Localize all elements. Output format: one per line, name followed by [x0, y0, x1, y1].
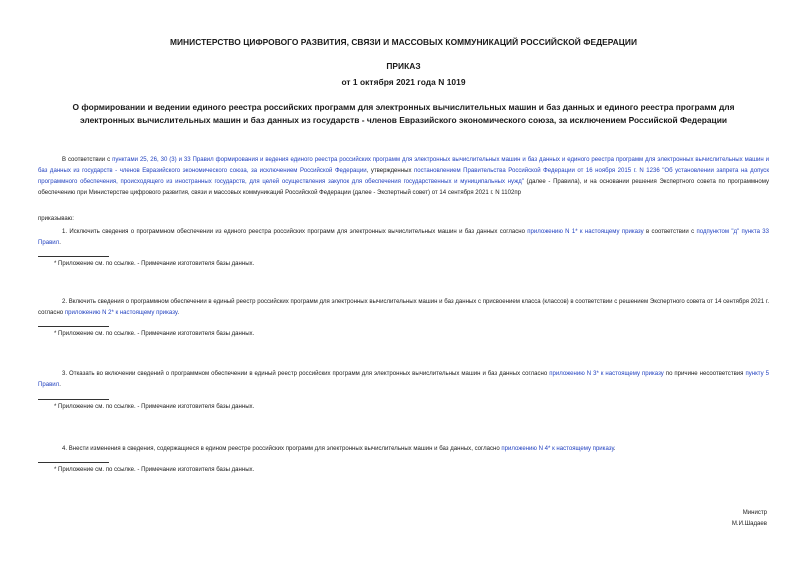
order-word: приказываю: [38, 216, 74, 222]
order-item-3 [38, 369, 769, 391]
government-decree-link[interactable]: постановлением Правительства Российской Федерации от 16 ноября 2015 г. N 1236 "Об установлении запрета на допуск программного обеспечения, происходящего из иностранных государств, для целей осуществления закупок для обеспечения государственных и муниципальных нужд" [38, 168, 769, 185]
footnote-1: * Приложение см. по ссылке. - Примечание изготовителя базы данных. [54, 261, 255, 267]
rules-5-link[interactable]: пункту 5 Правил [38, 371, 769, 388]
order-item-1 [38, 227, 769, 249]
order-item-4 [38, 444, 769, 455]
item-3-text: 3. Отказать во включении сведений о программном обеспечении в единый реестр российских программ для электронных вычислительных машин и баз данных согласно [62, 371, 550, 377]
item-4-text: 4. Внести изменения в сведения, содержащиеся в едином реестре российских программ для электронных вычислительных машин и баз данных, согласно [62, 446, 502, 452]
appendix-4-link[interactable]: приложению N 4* к настоящему приказу [501, 446, 614, 452]
footnote-3: * Приложение см. по ссылке. - Примечание изготовителя базы данных. [54, 404, 255, 410]
ministry-title: МИНИСТЕРСТВО ЦИФРОВОГО РАЗВИТИЯ, СВЯЗИ И МАССОВЫХ КОММУНИКАЦИЙ РОССИЙСКОЙ ФЕДЕРАЦИИ [169, 37, 638, 47]
item-2-text-2: . [177, 310, 180, 316]
footnote-separator [38, 326, 109, 327]
item-1-text-3: . [59, 240, 61, 246]
footnote-separator [38, 256, 109, 257]
item-3-text-2: по причине несоответствия [663, 371, 746, 377]
footnote-2: * Приложение см. по ссылке. - Примечание изготовителя базы данных. [54, 331, 255, 337]
preamble-text-3: (далее - Правила), и на основании решения Экспертного совета по программному обеспечению при Министерстве цифрового развития, связи и массовых коммуникаций Российской Федерации (далее - Экспертный совет) от 14 сентября 2021 г. N 1102пр [38, 179, 769, 196]
preamble-text-1: В соответствии с [62, 157, 113, 163]
appendix-1-link[interactable]: приложению N 1* к настоящему приказу [527, 229, 644, 235]
item-2-text: 2. Включить сведения о программном обеспечении в единый реестр российских программ для электронных вычислительных машин и баз данных с присвоением класса (классов) в соответствии с решением Экспертного совета от 14 сентября 2021 г. согласно [38, 299, 769, 316]
signature-position: Министр [742, 510, 767, 516]
document-date: от 1 октября 2021 года N 1019 [341, 77, 466, 87]
rules-33d-link[interactable]: подпунктом "д" пункта 33 Правил [38, 229, 770, 246]
footnote-separator [38, 462, 109, 463]
footnote-4: * Приложение см. по ссылке. - Примечание изготовителя базы данных. [54, 467, 255, 473]
signature-name: М.И.Шадаев [731, 521, 767, 527]
item-3-text-3: . [59, 382, 61, 388]
document-type: ПРИКАЗ [386, 61, 421, 71]
appendix-2-link[interactable]: приложению N 2* к настоящему приказу [64, 310, 178, 316]
footnote-separator [38, 399, 109, 400]
preamble-paragraph [38, 155, 769, 199]
order-item-2 [38, 297, 769, 319]
item-1-text-2: в соответствии с [643, 229, 697, 235]
item-4-text-2: . [613, 446, 616, 452]
preamble-text-2: , утвержденных [366, 168, 415, 174]
rules-link[interactable]: пунктами 25, 26, 30 (3) и 33 Правил формирования и ведения единого реестра российских программ для электронных вычислительных машин и баз данных и единого реестра программ для электронных вычислительных машин и баз данных из государств - членов Евразийского экономического союза, за исключением Российской Федерации [38, 157, 769, 174]
item-1-text: 1. Исключить сведения о программном обеспечении из единого реестра российских программ для электронных вычислительных машин и баз данных согласно [62, 229, 528, 235]
document-subject: О формировании и ведении единого реестра российских программ для электронных вычислительных машин и баз данных и единого реестра программ для электронных вычислительных машин и баз данных из государств - членов Евразийского экономического союза, за исключением Российской Федерации [72, 102, 735, 125]
appendix-3-link[interactable]: приложению N 3* к настоящему приказу [549, 371, 664, 377]
